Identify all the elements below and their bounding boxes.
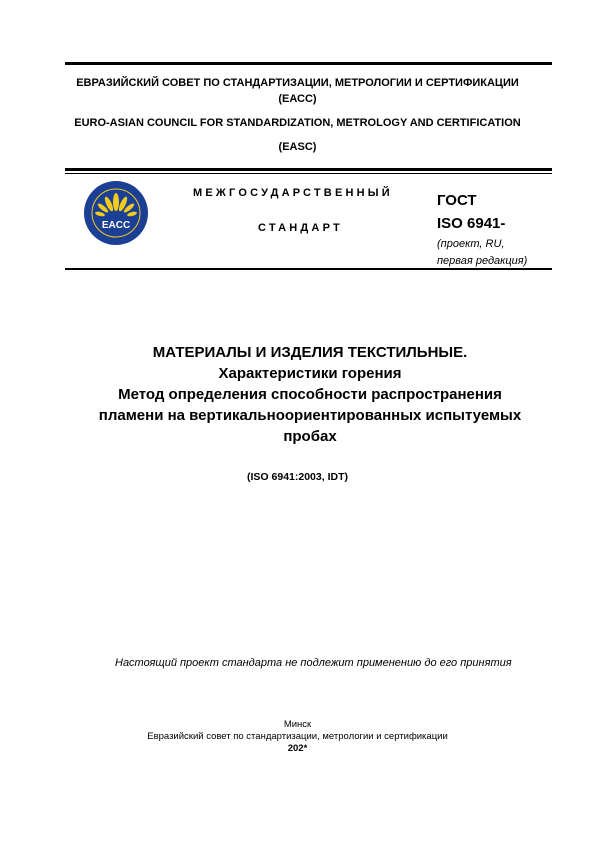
header-ru-name: ЕВРАЗИЙСКИЙ СОВЕТ ПО СТАНДАРТИЗАЦИИ, МЕТРОЛОГИИ И СЕРТИФИКАЦИИ	[76, 77, 519, 89]
gost-label: ГОСТ	[437, 192, 477, 209]
standard-number: ISO 6941-	[437, 215, 506, 232]
title-line-3: Метод определения способности распространения	[118, 386, 502, 403]
draft-note-line1: (проект, RU,	[437, 238, 505, 250]
header-rule-thick	[65, 168, 552, 171]
footer-year: 202*	[287, 743, 308, 754]
header-en-abbr: (EASC)	[278, 141, 317, 153]
header-ru-abbr: (ЕАСС)	[278, 93, 317, 105]
title-line-4: пламени на вертикальноориентированных испытуемых	[98, 407, 522, 424]
logo-text: EACC	[101, 220, 131, 231]
title-line-2: Характеристики горения	[218, 365, 402, 382]
title-line-5: пробах	[283, 428, 337, 445]
identity-reference: (ISO 6941:2003, IDT)	[247, 471, 348, 483]
designation-rule	[65, 268, 552, 270]
easc-emblem-icon	[83, 180, 149, 246]
draft-notice: Настоящий проект стандарта не подлежит применению до его принятия	[115, 657, 512, 669]
footer-publisher: Евразийский совет по стандартизации, метрологии и сертификации	[147, 731, 448, 742]
standard-type-line1: МЕЖГОСУДАРСТВЕННЫЙ	[193, 187, 393, 199]
standard-type-line2: СТАНДАРТ	[258, 222, 343, 234]
header-rule-thin	[65, 173, 552, 174]
title-line-1: МАТЕРИАЛЫ И ИЗДЕЛИЯ ТЕКСТИЛЬНЫЕ.	[152, 344, 468, 361]
draft-note-line2: первая редакция)	[437, 255, 528, 267]
footer-city: Минск	[283, 719, 312, 730]
header-en-name: EURO-ASIAN COUNCIL FOR STANDARDIZATION, METROLOGY AND CERTIFICATION	[74, 117, 521, 129]
easc-logo	[83, 180, 149, 246]
top-rule	[65, 62, 552, 65]
document-title	[60, 342, 560, 447]
